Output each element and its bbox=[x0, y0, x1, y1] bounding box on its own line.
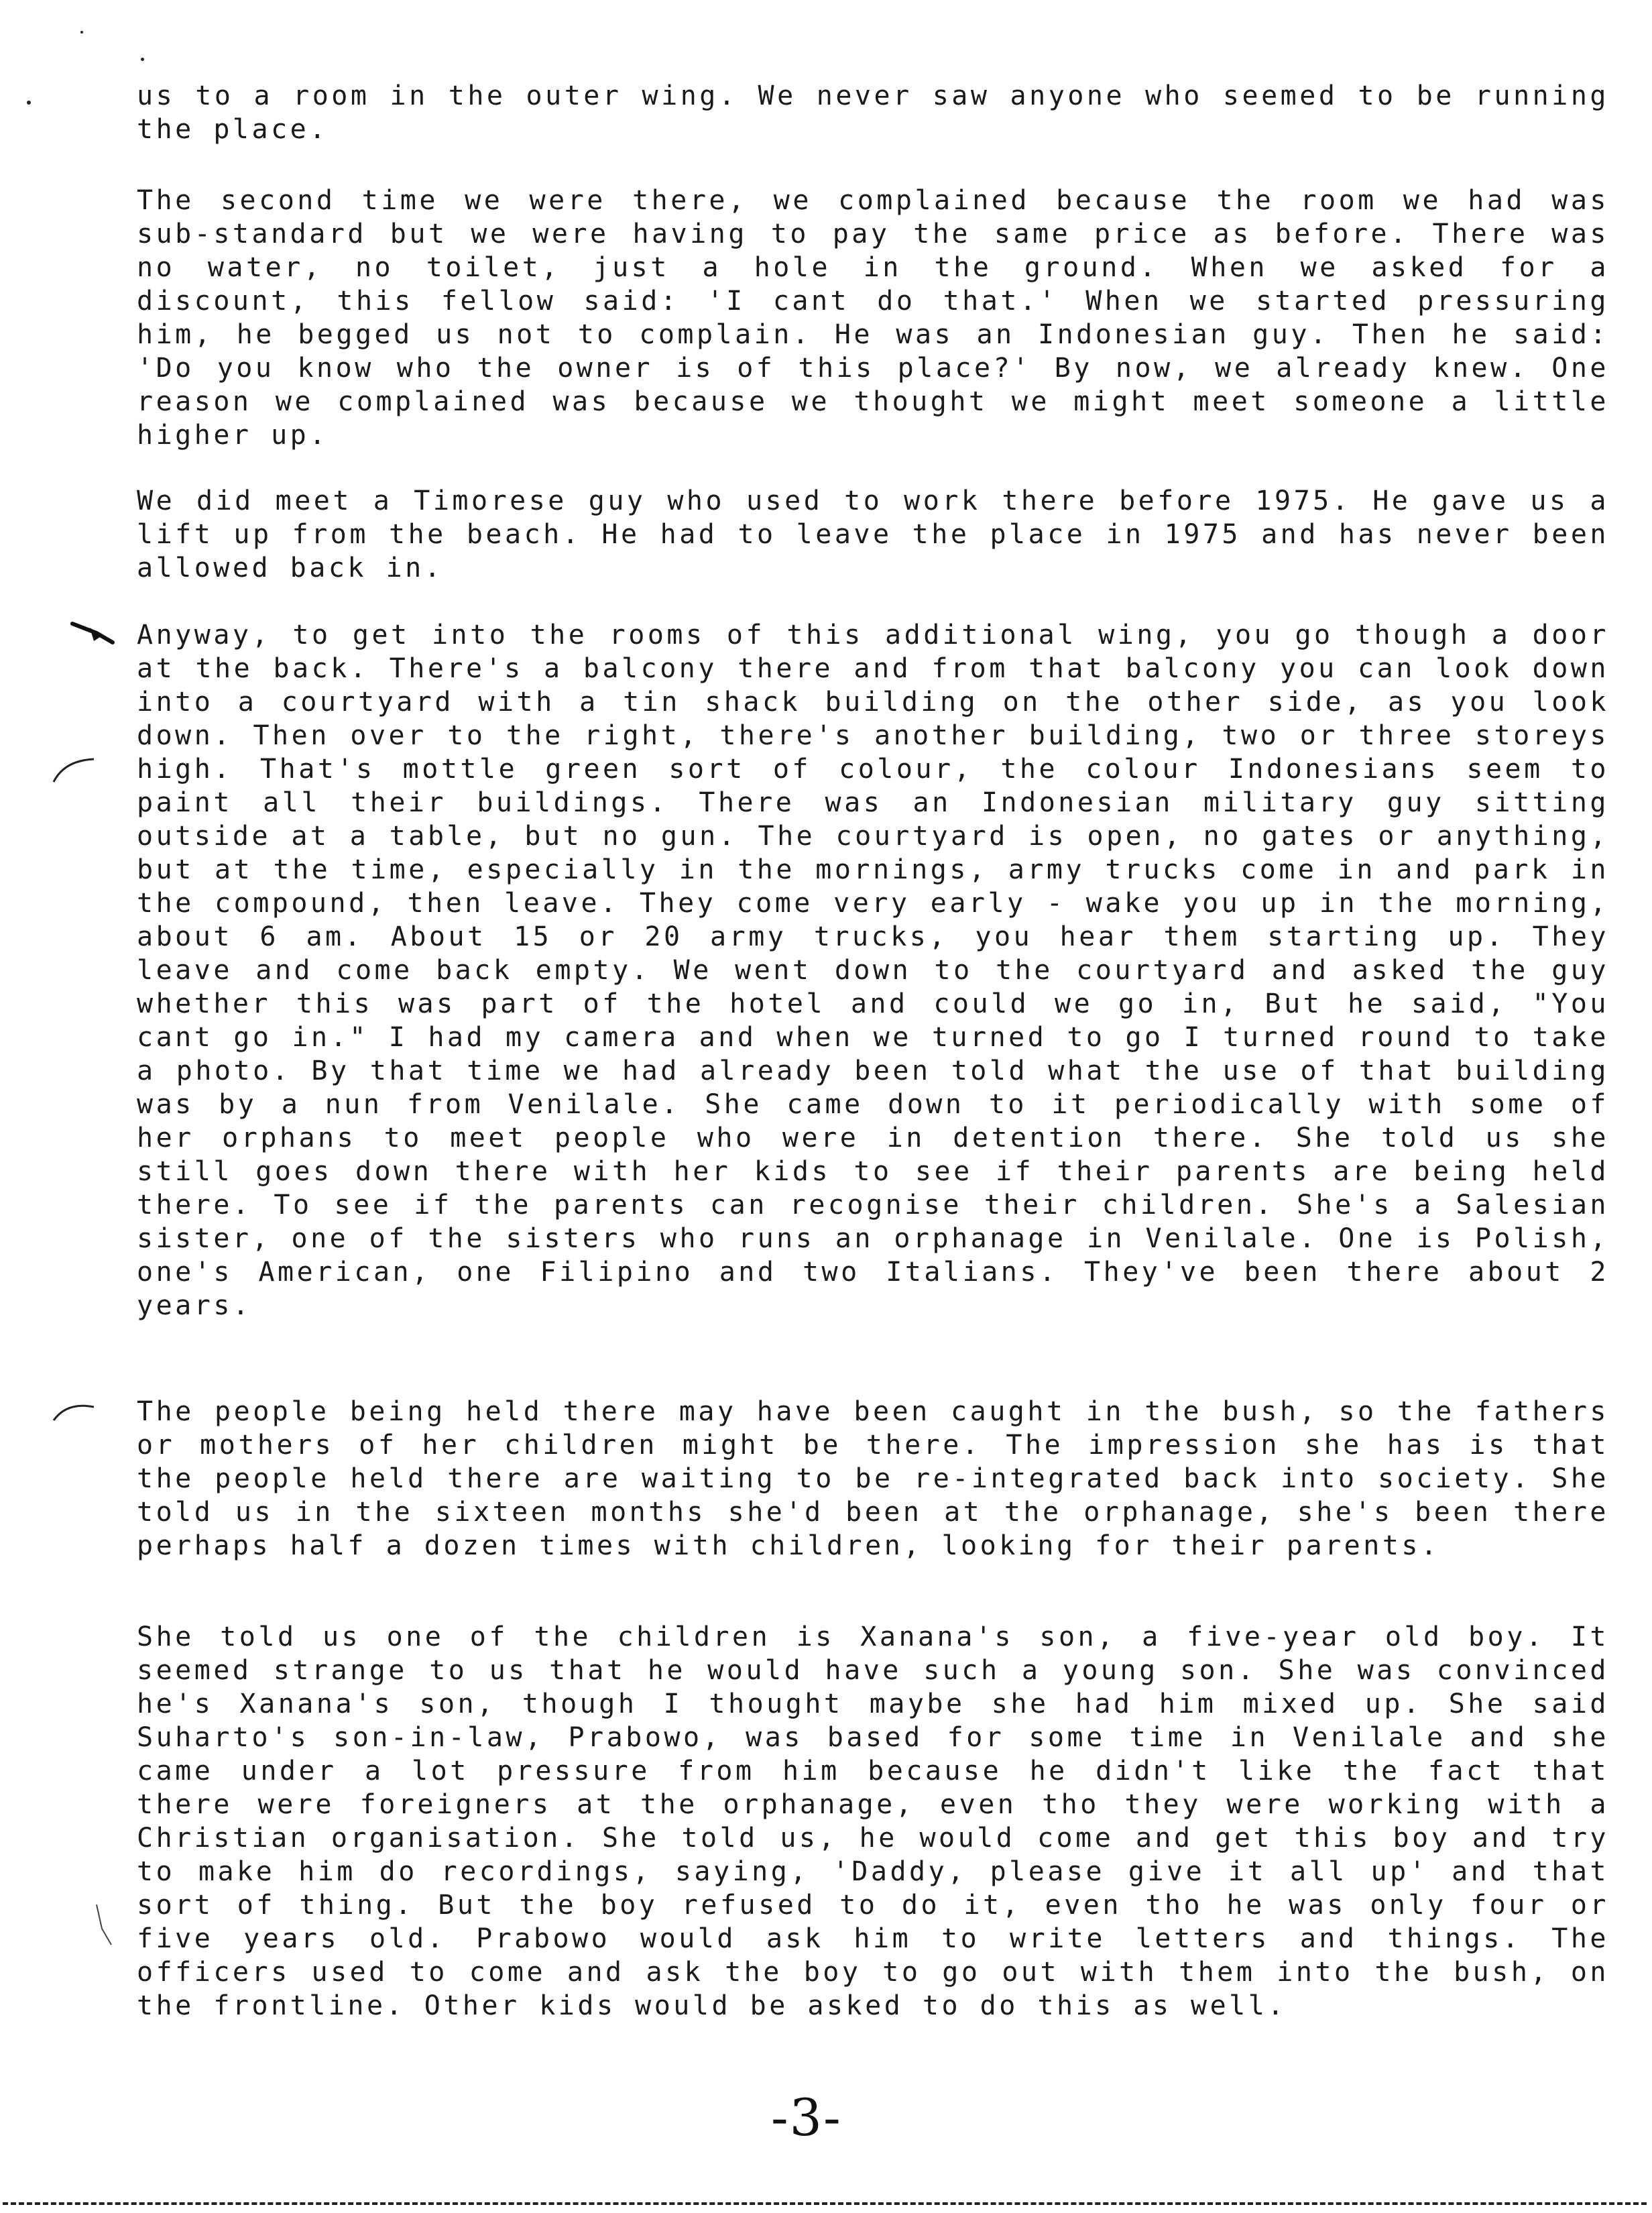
paragraph-xanana-son: She told us one of the children is Xanana's son, a five-year old boy. It seemed strange to us that he would have such a young son. She was convinced he's Xanana's son, though I thought maybe she had him mixed up. She said Suharto's son-in-law, Prabowo, was based for some time in Venilale and she came under a lot pressure from him because he didn't like the fact that there were foreigners at the orphanage, even tho they were working with a Christian organisation. She told us, he would come and get this boy and try to make him do recordings, saying, 'Daddy, please give it all up' and that sort of thing. But the boy refused to do it, even tho he was only four or five years old. Prabowo would ask him to write letters and things. The officers used to come and ask the boy to go out with them into the bush, on the frontline. Other kids would be asked to do this as well. bbox=[137, 1622, 1609, 2021]
margin-speck bbox=[27, 101, 31, 105]
margin-speck bbox=[141, 58, 144, 61]
paragraph-complaint: The second time we were there, we complained because the room we had was sub-standard but we were having to pay the same price as before. There was no water, no toilet, just a hole in the ground. When we asked for a discount, this fellow said: 'I cant do that.' When we started pressuring him, he begged us not to complain. He was an Indonesian guy. Then he said: 'Do you know who the owner is of this place?' By now, we already knew. One reason we complained was because we thought we might meet someone a little higher up. bbox=[137, 185, 1609, 451]
bottom-dashed-rule bbox=[3, 2202, 1647, 2205]
margin-arrow-icon bbox=[70, 618, 117, 652]
page-number: -3- bbox=[771, 2088, 842, 2147]
paragraph-people-held: The people being held there may have been caught in the bush, so the fathers or mothers of her children might be there. The impression she has is that the people held there are waiting to be re-integrated back into society. She told us in the sixteen months she'd been at the orphanage, she's been there perhaps half a dozen times with children, looking for their parents. bbox=[137, 1396, 1609, 1561]
margin-tick-icon bbox=[94, 1902, 114, 1949]
margin-speck bbox=[80, 31, 83, 34]
paragraph-timorese-guy: We did meet a Timorese guy who used to work there before 1975. He gave us a lift up from the beach. He had to leave the place in 1975 and has never been allowed back in. bbox=[137, 486, 1609, 583]
paragraph-additional-wing: Anyway, to get into the rooms of this additional wing, you go though a door at the back. There's a balcony there and from that balcony you can look down into a courtyard with a tin shack building on the other side, as you look down. Then over to the right, there's another building, two or three storeys high. That's mottle green sort of colour, the colour Indonesians seem to paint all their buildings. There was an Indonesian military guy sitting outside at a table, but no gun. The courtyard is open, no gates or anything, but at the time, especially in the mornings, army trucks come in and park in the compound, then leave. They come very early - wake you up in the morning, about 6 am. About 15 or 20 army trucks, you hear them starting up. They leave and come back empty. We went down to the courtyard and asked the guy whether this was part of the hotel and could we go in, But he said, "You cant go in." I had my camera and when we turned to go I turned round to take a photo. By that time we had already been told what the use of that building was by a nun from Venilale. She came down to it periodically with some of her orphans to meet people who were in detention there. She told us she still goes down there with her kids to see if their parents are being held there. To see if the parents can recognise their children. She's a Salesian sister, one of the sisters who runs an orphanage in Venilale. One is Polish, one's American, one Filipino and two Italians. They've been there about 2 years. bbox=[137, 620, 1609, 1321]
margin-bracket-icon bbox=[51, 755, 98, 789]
margin-bracket-icon bbox=[51, 1400, 98, 1434]
paragraph-room-outer-wing: us to a room in the outer wing. We never saw anyone who seemed to be running the place. bbox=[137, 80, 1609, 145]
